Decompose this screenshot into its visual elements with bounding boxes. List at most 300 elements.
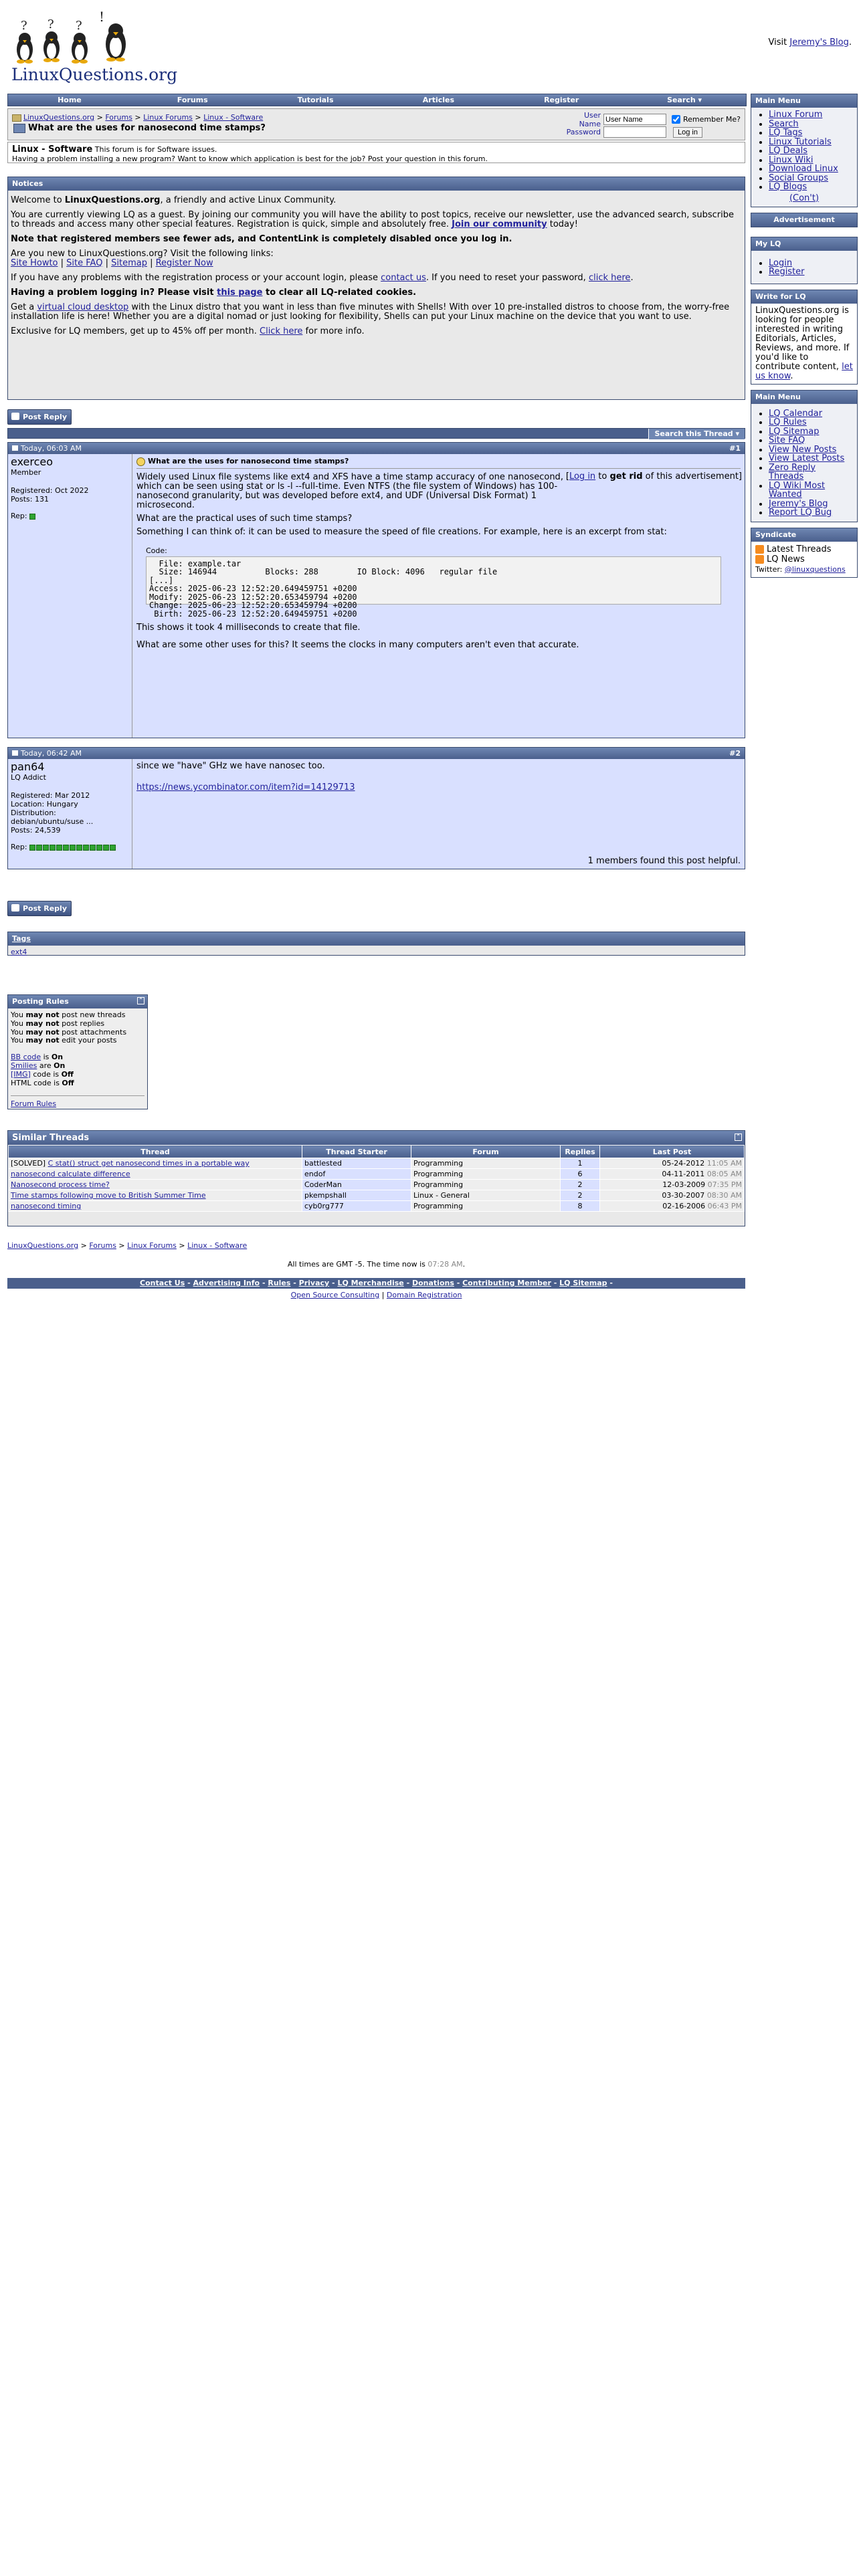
user-location: Location: Hungary xyxy=(11,800,78,809)
post-reply-label: Post Reply xyxy=(23,904,67,913)
notice-welcome xyxy=(11,196,742,205)
my-lq-box xyxy=(751,237,858,284)
lq-logo[interactable] xyxy=(10,5,178,84)
reputation-pip xyxy=(103,845,109,851)
welcome-c: , a friendly and active Linux Community. xyxy=(160,195,337,205)
twitter-link[interactable]: @linuxquestions xyxy=(784,564,846,574)
ad-to: to xyxy=(595,471,610,481)
similar-thread-link[interactable]: nanosecond timing xyxy=(11,1202,82,1210)
nav-register[interactable]: Register xyxy=(544,96,579,104)
post-1-body xyxy=(132,454,745,738)
rule-you: You xyxy=(11,1010,26,1019)
similar-thread-link[interactable]: Nanosecond process time? xyxy=(11,1180,110,1189)
question-icon xyxy=(136,457,145,466)
code-label: Code: xyxy=(146,546,167,555)
post-1-header xyxy=(8,443,745,454)
last-post-time: 08:05 AM xyxy=(706,1170,742,1178)
last-post-date: 02-16-2006 xyxy=(662,1202,706,1210)
footer-rules[interactable]: Rules xyxy=(268,1279,291,1287)
footer-privacy[interactable]: Privacy xyxy=(298,1279,330,1287)
advertisement-box xyxy=(751,213,858,227)
menu-lq-calendar[interactable]: LQ Calendar xyxy=(769,408,823,419)
rule-text: post new threads xyxy=(59,1010,126,1019)
visit-prefix: Visit xyxy=(768,37,790,47)
write-for-lq-box xyxy=(751,290,858,385)
my-lq-header: My LQ xyxy=(751,237,857,251)
nav-forums[interactable]: Forums xyxy=(177,96,208,104)
clear-cookies-link[interactable]: this page xyxy=(217,288,263,298)
similar-thread-row xyxy=(9,1158,745,1169)
jeremys-blog-link[interactable]: Jeremy's Blog xyxy=(789,37,849,47)
col-last-post: Last Post xyxy=(600,1146,745,1158)
times-c: . xyxy=(462,1260,466,1269)
user-role: Member xyxy=(11,468,41,477)
html-code-label: HTML code xyxy=(11,1078,52,1087)
ad-get-rid: get rid xyxy=(609,471,643,481)
menu-jeremys-blog[interactable]: Jeremy's Blog xyxy=(769,498,828,509)
code-rule-is: code is xyxy=(30,1069,62,1079)
similar-threads-table xyxy=(8,1145,745,1212)
similar-thread-row xyxy=(9,1180,745,1190)
breadcrumb xyxy=(12,113,263,122)
folder-icon xyxy=(12,114,21,122)
write-text: LinuxQuestions.org is looking for people interested in writing Editorials, Articles, Reviews, and more. If you'd like to contribute content, xyxy=(755,305,850,372)
footer-contributing[interactable]: Contributing Member xyxy=(462,1279,551,1287)
col-starter: Thread Starter xyxy=(302,1146,411,1158)
virtual-desktop-link[interactable]: virtual cloud desktop xyxy=(37,302,129,312)
breadcrumb-linux-forums[interactable]: Linux Forums xyxy=(143,113,193,122)
thread-title: What are the uses for nanosecond time stamps? xyxy=(28,123,266,133)
menu-lq-tags[interactable]: LQ Tags xyxy=(769,128,803,138)
menu-lq-rules[interactable]: LQ Rules xyxy=(769,417,807,427)
notice-problems xyxy=(11,274,742,283)
footer-secondary-links: Open Source Consulting | Domain Registration xyxy=(290,1291,462,1299)
cookies-b: to clear all LQ-related cookies. xyxy=(262,288,417,298)
post-icon xyxy=(12,445,18,451)
forum-rules-link[interactable]: Forum Rules xyxy=(11,1099,57,1109)
post-number[interactable]: #1 xyxy=(729,444,741,453)
footer-merchandise[interactable]: LQ Merchandise xyxy=(337,1279,404,1287)
ad-removal-link xyxy=(566,471,742,481)
menu-continued[interactable]: (Con't) xyxy=(789,193,820,203)
user-distribution: Distribution: debian/ubuntu/suse ... xyxy=(11,809,94,826)
ad-rest: of this advertisement] xyxy=(642,471,742,481)
post-2-link-para xyxy=(136,783,741,792)
times-a: All times are GMT -5. The time now is xyxy=(287,1260,428,1269)
breadcrumb-sep: > xyxy=(132,113,144,122)
write-end: . xyxy=(790,370,793,381)
footer-breadcrumb xyxy=(7,1241,247,1250)
write-header: Write for LQ xyxy=(751,290,857,304)
svg-text:?: ? xyxy=(21,19,27,33)
time-info xyxy=(7,1260,745,1269)
tux-penguins-icon xyxy=(10,5,178,84)
thread-starter: endof xyxy=(302,1169,411,1180)
post-reply-button-top[interactable] xyxy=(7,409,72,425)
guest-end: today! xyxy=(547,219,578,229)
menu-lq-deals[interactable]: LQ Deals xyxy=(769,146,807,156)
thread-cell xyxy=(9,1158,302,1169)
thread-forum: Programming xyxy=(411,1201,561,1212)
posting-rules-title: Posting Rules xyxy=(12,997,69,1006)
breadcrumb-sep: > xyxy=(116,1241,128,1250)
collapse-icon[interactable]: ⌃ xyxy=(137,997,145,1004)
nav-home[interactable]: Home xyxy=(58,96,82,104)
footer-donations[interactable]: Donations xyxy=(411,1279,454,1287)
menu-search[interactable]: Search xyxy=(769,118,799,129)
thread-starter: CoderMan xyxy=(302,1180,411,1190)
nav-articles[interactable]: Articles xyxy=(422,96,455,104)
svg-text:?: ? xyxy=(76,19,82,33)
thread-starter: pkempshall xyxy=(302,1190,411,1201)
rule-you: You xyxy=(11,1027,26,1037)
reputation-pip xyxy=(76,845,82,851)
menu-linux-forum[interactable]: Linux Forum xyxy=(769,110,823,120)
breadcrumb-linux-forums[interactable]: Linux Forums xyxy=(127,1241,177,1250)
latest-threads-feed[interactable]: Latest Threads xyxy=(767,544,832,554)
notices-header: Notices xyxy=(8,177,745,191)
site-faq-link[interactable]: Site FAQ xyxy=(66,258,103,268)
right-sidebar xyxy=(751,94,858,583)
posting-rules-box xyxy=(7,994,148,1109)
reputation-pip xyxy=(56,845,62,851)
main-menu-body xyxy=(751,108,857,207)
post-2-userinfo xyxy=(8,759,132,869)
ycombinator-link[interactable]: https://news.ycombinator.com/item?id=14129713 xyxy=(136,782,355,792)
thread-cell xyxy=(9,1169,302,1180)
similar-thread-row xyxy=(9,1201,745,1212)
post-date xyxy=(12,749,82,758)
footer-contact-us[interactable]: Contact Us xyxy=(140,1279,185,1287)
user-registered: Registered: Oct 2022 xyxy=(11,486,89,495)
rep-label: Rep: xyxy=(11,843,27,851)
reputation xyxy=(11,512,129,520)
menu-zero-reply[interactable]: Zero Reply Threads xyxy=(769,462,816,481)
reputation-pip xyxy=(83,845,89,851)
post-1-para: Widely used Linux file systems like ext4 and XFS have a time stamp accuracy of one nanosecond, which can be seen using stat or ls -l --full-time. Even NTFS (the file system of Windows) has 100-nanosecond granularity, but was developed before ext4, and UDF (Universal Disk Format) 1 microsecond. xyxy=(136,471,563,510)
click-here-link[interactable]: Click here xyxy=(260,326,303,336)
mylq-register[interactable]: Register xyxy=(769,267,805,277)
cookies-a: Having a problem logging in? Please visit xyxy=(11,288,217,298)
reputation-pips xyxy=(29,512,36,520)
user-role: LQ Addict xyxy=(11,773,46,782)
thread-replies: 1 xyxy=(561,1158,600,1169)
col-thread: Thread xyxy=(9,1146,302,1158)
similar-thread-link[interactable]: C stat() struct get nanosecond times in a portable way xyxy=(47,1159,250,1168)
shells-a: Get a xyxy=(11,302,37,312)
similar-thread-row xyxy=(9,1169,745,1180)
code-rule xyxy=(11,1079,145,1088)
lq-news-feed[interactable]: LQ News xyxy=(767,554,805,564)
helpful-count: 1 members found this post helpful. xyxy=(587,856,741,866)
breadcrumb-sep: > xyxy=(94,113,106,122)
post-reply-button-bottom[interactable] xyxy=(7,901,72,916)
code-rule-is: are xyxy=(37,1061,54,1070)
post-1-para: What are some other uses for this? It seems the clocks in many computers aren't even that accurate. xyxy=(136,639,579,650)
main-menu2-header: Main Menu xyxy=(751,391,857,404)
rule-text: post attachments xyxy=(59,1027,127,1037)
exclusive-b: for more info. xyxy=(302,326,365,336)
menu-social-groups[interactable]: Social Groups xyxy=(769,173,829,183)
reputation-pip xyxy=(63,845,69,851)
problems-b: . If you need to reset your password, xyxy=(425,273,589,283)
post-2-para: since we "have" GHz we have nanosec too. xyxy=(136,761,325,771)
notice-exclusive xyxy=(11,327,742,336)
last-post-date: 05-24-2012 xyxy=(662,1159,705,1168)
main-menu-header: Main Menu xyxy=(751,94,857,108)
reputation-pip xyxy=(110,845,116,851)
menu-linux-tutorials[interactable]: Linux Tutorials xyxy=(769,136,832,147)
new-users-text: Are you new to LinuxQuestions.org? Visit the following links: xyxy=(11,249,274,259)
tags-box xyxy=(7,932,745,956)
post-reply-label: Post Reply xyxy=(23,413,67,421)
menu-view-latest-posts[interactable]: View Latest Posts xyxy=(769,453,845,463)
syndicate-header: Syndicate xyxy=(751,528,857,542)
similar-threads-box xyxy=(7,1130,745,1226)
welcome-a: Welcome to xyxy=(11,195,65,205)
code-rule-state: On xyxy=(54,1061,66,1070)
main-menu2-box xyxy=(751,390,858,522)
rule-may-not: may not xyxy=(25,1018,60,1028)
menu-wiki-wanted[interactable]: LQ Wiki Most Wanted xyxy=(769,480,826,500)
img-code-link[interactable]: [IMG] xyxy=(11,1069,31,1079)
footer-domain[interactable]: Domain Registration xyxy=(386,1291,462,1299)
rep-label: Rep: xyxy=(11,512,27,520)
post-1 xyxy=(7,442,745,738)
visit-suffix: . xyxy=(848,37,852,47)
forum-name: Linux - Software xyxy=(12,144,93,154)
username-input[interactable] xyxy=(603,114,666,125)
forum-long: Having a problem installing a new program? Want to know which application is best for the job? Post your question in this forum. xyxy=(12,154,488,163)
post-1-userinfo xyxy=(8,454,132,738)
nav-search[interactable]: Search ▾ xyxy=(667,96,702,104)
tag-ext4[interactable]: ext4 xyxy=(11,948,27,956)
user-details xyxy=(11,486,129,504)
rule-line xyxy=(11,1037,145,1045)
rule-may-not: may not xyxy=(25,1027,60,1037)
mylq-login[interactable]: Login xyxy=(769,257,793,268)
breadcrumb-lq[interactable]: LinuxQuestions.org xyxy=(23,113,95,122)
guest-text: You are currently viewing LQ as a guest. By joining our community you will have the ability to post topics, receive our newsletter, use the advanced search, subscribe to threads and access many other special features. Registration is quick, simple and absolutely free. xyxy=(11,210,734,229)
thread-cell xyxy=(9,1190,302,1201)
breadcrumb-forums[interactable]: Forums xyxy=(105,113,132,122)
breadcrumb-linux-software[interactable]: Linux - Software xyxy=(187,1241,248,1250)
reputation-pips xyxy=(29,843,116,851)
thread-tools-bar xyxy=(7,428,745,439)
rule-you: You xyxy=(11,1018,26,1028)
reset-password-link[interactable]: click here xyxy=(588,273,631,283)
forum-description xyxy=(7,142,745,163)
collapse-icon[interactable]: ⌃ xyxy=(735,1134,742,1141)
rule-you: You xyxy=(11,1036,26,1045)
post-1-title: What are the uses for nanosecond time stamps? xyxy=(148,457,349,465)
sitemap-link[interactable]: Sitemap xyxy=(111,258,147,268)
reputation-pip xyxy=(96,845,102,851)
thread-replies: 6 xyxy=(561,1169,600,1180)
post-1-para: What are the practical uses of such time stamps? xyxy=(136,513,353,524)
breadcrumb-sep: > xyxy=(176,1241,188,1250)
rss-icon xyxy=(755,545,764,554)
menu-linux-wiki[interactable]: Linux Wiki xyxy=(769,154,814,165)
registered-note: Note that registered members see fewer ads, and ContentLink is completely disabled once you log in. xyxy=(11,234,512,244)
post-2-body xyxy=(132,759,745,869)
rule-may-not: may not xyxy=(25,1036,60,1045)
similar-thread-link[interactable]: nanosecond calculate difference xyxy=(11,1170,130,1178)
menu-lq-blogs[interactable]: LQ Blogs xyxy=(769,182,807,192)
reply-icon xyxy=(11,904,19,911)
username-link[interactable]: exerceo xyxy=(11,455,54,468)
thread-last-post xyxy=(600,1169,745,1180)
remember-me-checkbox[interactable] xyxy=(672,115,680,124)
rss-icon xyxy=(755,555,764,564)
rule-text: post replies xyxy=(59,1018,105,1028)
let-us-know-link[interactable]: let us know xyxy=(755,361,853,381)
reputation-pip xyxy=(50,845,56,851)
thread-cell xyxy=(9,1180,302,1190)
menu-site-faq[interactable]: Site FAQ xyxy=(769,435,805,445)
password-input[interactable] xyxy=(603,126,666,138)
code-rule-state: Off xyxy=(62,1078,74,1087)
footer-consulting[interactable]: Open Source Consulting xyxy=(290,1291,380,1299)
thread-cell xyxy=(9,1201,302,1212)
thread-forum: Programming xyxy=(411,1180,561,1190)
login-button[interactable]: Log in xyxy=(673,127,702,138)
user-registered: Registered: Mar 2012 xyxy=(11,791,90,800)
username-link[interactable]: pan64 xyxy=(11,760,45,773)
thread-forum: Linux - General xyxy=(411,1190,561,1201)
user-details xyxy=(11,791,129,835)
site-howto-link[interactable]: Site Howto xyxy=(11,258,58,268)
last-post-time: 08:30 AM xyxy=(706,1191,742,1200)
register-now-link[interactable]: Register Now xyxy=(155,258,213,268)
svg-text:LinuxQuestions.org: LinuxQuestions.org xyxy=(11,65,178,84)
tags-header[interactable]: Tags xyxy=(8,932,745,946)
code-block: File: example.tar Size: 146944 Blocks: 288 IO Block: 4096 regular file [...] Access: 2025-06-23 12:52:20.649459751 +0200 Modify: 2025-06-23 12:52:20.653459794 +0200 Change: 2025-06-23 12:52:20.653459794 +0200 Birth: 2025-06-23 12:52:20.649459751 +0200 xyxy=(146,556,721,605)
breadcrumb-linux-software[interactable]: Linux - Software xyxy=(203,113,264,122)
last-post-time: 06:43 PM xyxy=(707,1202,742,1210)
thread-last-post xyxy=(600,1201,745,1212)
thread-last-post xyxy=(600,1158,745,1169)
thread-last-post xyxy=(600,1180,745,1190)
last-post-time: 11:05 AM xyxy=(706,1159,742,1168)
reputation-pip xyxy=(70,845,76,851)
tags-list xyxy=(8,946,745,958)
welcome-b: LinuxQuestions.org xyxy=(64,195,161,205)
ad-bracket: [ xyxy=(565,471,569,481)
reputation xyxy=(11,843,129,851)
col-replies: Replies xyxy=(561,1146,600,1158)
rule-text: edit your posts xyxy=(59,1036,117,1045)
similar-thread-link[interactable]: Time stamps following move to British Summer Time xyxy=(11,1191,206,1200)
notice-guest xyxy=(11,211,742,229)
exclusive-a: Exclusive for LQ members, get up to 45% off per month. xyxy=(11,326,260,336)
col-forum: Forum xyxy=(411,1146,561,1158)
menu-download-linux[interactable]: Download Linux xyxy=(769,164,838,174)
similar-threads-title: Similar Threads xyxy=(12,1133,90,1143)
post-number[interactable]: #2 xyxy=(729,749,741,758)
thread-starter: battlested xyxy=(302,1158,411,1169)
main-menu-box xyxy=(751,94,858,207)
thread-replies: 8 xyxy=(561,1201,600,1212)
footer-links-bar: Contact Us - Advertising Info - Rules - Privacy - LQ Merchandise - Donations - Contributing Member - LQ Sitemap - xyxy=(7,1278,745,1289)
breadcrumb-sep: > xyxy=(192,113,204,122)
post-date xyxy=(12,444,82,453)
nav-tutorials[interactable]: Tutorials xyxy=(297,96,334,104)
bb-code-link[interactable]: BB code xyxy=(11,1053,41,1062)
breadcrumb-box xyxy=(7,108,745,140)
notice-new-users: Are you new to LinuxQuestions.org? Visit the following links: Site Howto | Site FAQ | Sitemap | Register Now xyxy=(11,249,274,268)
menu-view-new-posts[interactable]: View New Posts xyxy=(769,444,837,455)
last-post-date: 03-30-2007 xyxy=(662,1191,705,1200)
posting-rules-header xyxy=(8,995,147,1008)
last-post-date: 12-03-2009 xyxy=(662,1180,706,1189)
footer-advertising[interactable]: Advertising Info xyxy=(193,1279,260,1287)
breadcrumb-lq[interactable]: LinuxQuestions.org xyxy=(7,1241,79,1250)
current-time: 07:28 AM xyxy=(427,1260,463,1269)
username-label: User Name xyxy=(579,110,601,128)
user-posts: Posts: 24,539 xyxy=(11,826,61,835)
post-1-para: This shows it took 4 milliseconds to create that file. xyxy=(136,622,361,633)
shells-b: with the Linux distro that you want in less than five minutes with Shells! With over 10 pre-installed distros to choose from, the worry-free installation life is here! Whether you are a digital nomad or just looking for flexibility, Shells can put your Linux machine on the device that you want to use. xyxy=(11,302,730,322)
reply-icon xyxy=(11,413,19,420)
forum-short: This forum is for Software issues. xyxy=(94,145,217,154)
problems-c: . xyxy=(630,273,634,283)
post-1-para: Something I can think of: it can be used to measure the speed of file creations. For example, here is an excerpt from stat: xyxy=(136,526,667,537)
notice-shells xyxy=(11,303,742,322)
thread-forum: Programming xyxy=(411,1169,561,1180)
thread-forum: Programming xyxy=(411,1158,561,1169)
code-rule-state: Off xyxy=(61,1069,74,1079)
thread-replies: 2 xyxy=(561,1190,600,1201)
breadcrumb-forums[interactable]: Forums xyxy=(89,1241,116,1250)
visit-blog xyxy=(769,37,852,47)
menu-report-bug[interactable]: Report LQ Bug xyxy=(769,508,832,518)
similar-threads-header xyxy=(8,1131,745,1145)
breadcrumb-sep: > xyxy=(78,1241,90,1250)
main-menu2-body xyxy=(751,404,857,522)
syndicate-box xyxy=(751,528,858,578)
post-2-date: Today, 06:42 AM xyxy=(21,749,82,758)
thread-last-post xyxy=(600,1190,745,1201)
remember-me-label: Remember Me? xyxy=(683,115,741,124)
thread-replies: 2 xyxy=(561,1180,600,1190)
svg-text:!: ! xyxy=(99,9,105,25)
reputation-pip xyxy=(36,845,42,851)
notice-registered xyxy=(11,235,742,244)
smilies-link[interactable]: Smilies xyxy=(11,1061,37,1070)
last-post-date: 04-11-2011 xyxy=(662,1170,705,1178)
join-community-link[interactable]: Join our community xyxy=(452,219,547,229)
code-rule-is: is xyxy=(51,1078,62,1087)
syndicate-body xyxy=(751,542,857,577)
contact-us-link[interactable]: contact us xyxy=(381,273,426,283)
svg-text:?: ? xyxy=(47,17,54,31)
advertisement-header: Advertisement xyxy=(751,213,857,227)
thread-arrow-icon xyxy=(13,124,25,133)
menu-lq-sitemap[interactable]: LQ Sitemap xyxy=(769,426,820,437)
twitter-label: Twitter: xyxy=(755,564,785,574)
post-2-header xyxy=(8,748,745,759)
log-in-link[interactable]: Log in xyxy=(569,471,596,481)
problems-a: If you have any problems with the registration process or your account login, please xyxy=(11,273,381,283)
search-thread-dropdown[interactable]: Search this Thread ▾ xyxy=(648,429,745,439)
password-label: Password xyxy=(566,128,601,136)
user-posts: Posts: 131 xyxy=(11,495,49,504)
reputation-pip xyxy=(29,514,35,520)
footer-sitemap[interactable]: LQ Sitemap xyxy=(559,1279,607,1287)
reputation-pip xyxy=(43,845,49,851)
post-2 xyxy=(7,747,745,869)
